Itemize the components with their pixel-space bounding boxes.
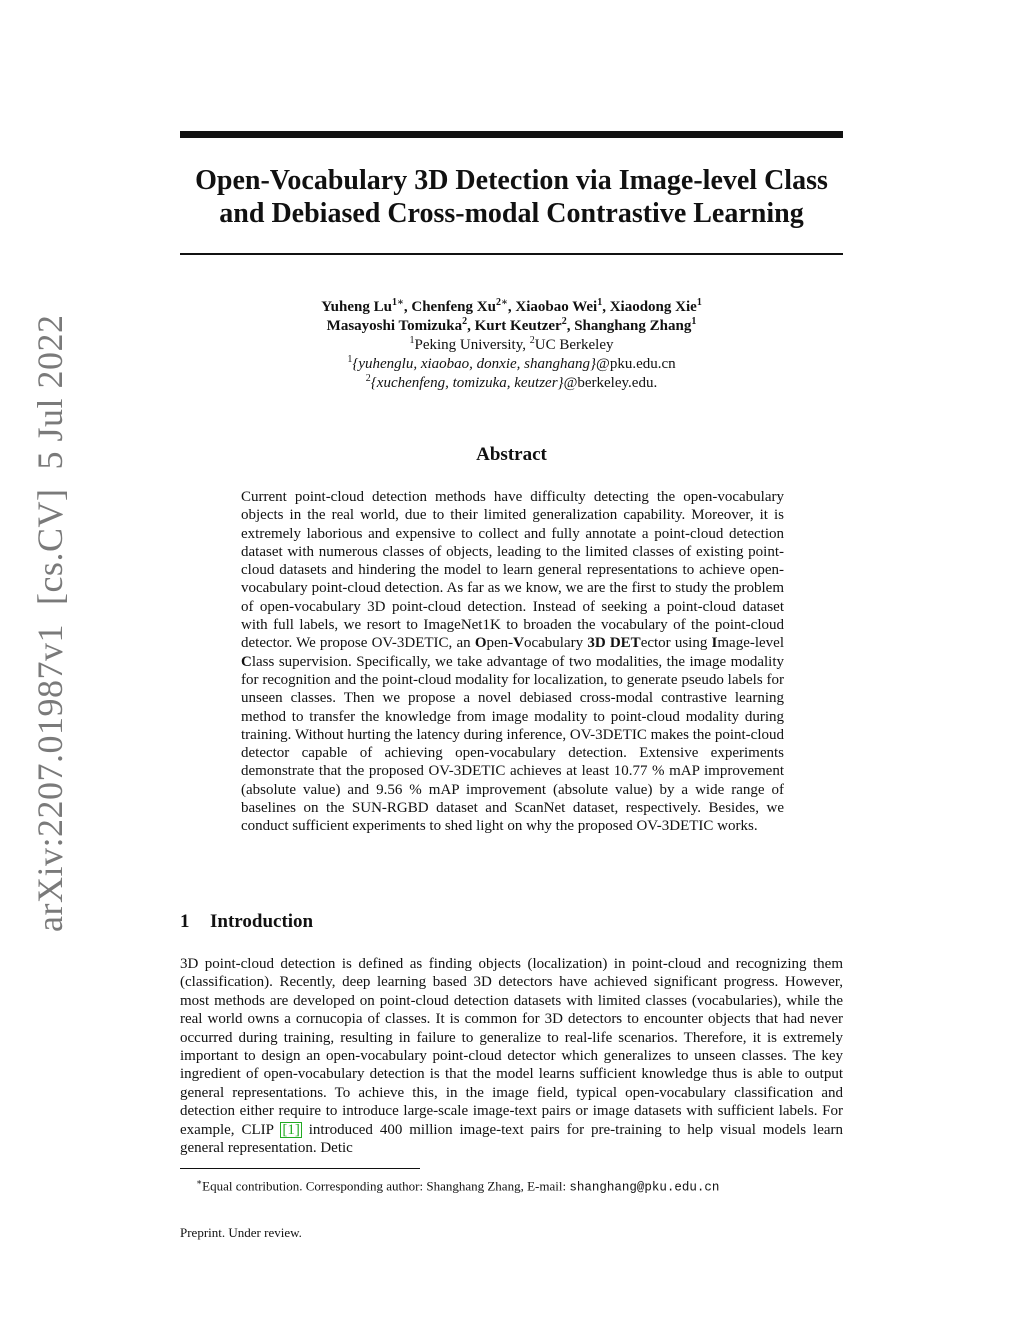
author-affiliation-mark: 1 bbox=[696, 297, 702, 308]
email-line-pku bbox=[180, 355, 843, 374]
email-domain: @pku.edu.cn bbox=[596, 356, 676, 372]
footnote-marker: ∗ bbox=[196, 1177, 203, 1187]
author-name: Chenfeng Xu bbox=[411, 299, 496, 315]
email-usernames: {yuhenglu, xiaobao, donxie, shanghang} bbox=[352, 356, 596, 372]
footnote-email: shanghang@pku.edu.cn bbox=[569, 1180, 720, 1195]
author-affiliation-mark: 2∗ bbox=[495, 297, 508, 308]
affiliations-line bbox=[180, 336, 843, 355]
author-name: Masayoshi Tomizuka bbox=[326, 318, 463, 334]
email-line-berkeley bbox=[180, 374, 843, 393]
section-heading-introduction bbox=[180, 911, 313, 933]
affiliation-mark: 1 bbox=[409, 335, 415, 346]
citation-link[interactable]: [1] bbox=[282, 1121, 300, 1138]
affiliation-mark: 2 bbox=[529, 335, 535, 346]
author-affiliation-mark: 2 bbox=[462, 316, 468, 327]
author-affiliation-mark: 1 bbox=[597, 297, 603, 308]
title-line-2: and Debiased Cross-modal Contrastive Learning bbox=[219, 198, 804, 229]
section-title: Introduction bbox=[210, 911, 314, 932]
abstract-part-1: Current point-cloud detection methods have difficulty detecting the open-vocabulary objects in the real world, due to their limited generalization capability. Moreover, it is extremely laborious and expensive to collect and fully annotate a point-cloud detection dataset with numerous classes of objects, leading to the limited classes of existing point-cloud datasets and hindering the model to learn general representations to achieve open-vocabulary point-cloud detection. As far as we know, we are the first to study the problem of open-vocabulary 3D point-cloud detection. Instead of seeking a point-cloud dataset with full labels, we resort to ImageNet1K to broaden the vocabulary of the point-cloud detector. We propose OV-3DETIC, an bbox=[241, 489, 784, 652]
author-row-1: Yuheng $Lu^{1∗}$, Chenfeng $Xu^{2∗}$, Xiaobao Wei$^1$, Xiaodong Xie$^1$ bbox=[321, 297, 702, 315]
arxiv-identifier-stamp: arXiv:2207.01987v1 [cs.CV] 5 Jul 2022 bbox=[30, 314, 70, 932]
acronym-rest: mage-level bbox=[717, 635, 785, 652]
acronym-letter: DET bbox=[609, 635, 641, 652]
section-number: 1 bbox=[180, 911, 190, 932]
footnote bbox=[196, 1174, 843, 1195]
intro-text-before-citation: 3D point-cloud detection is defined as finding objects (localization) in point-cloud and recognizing them (classification). Recently, deep learning based 3D detectors have achieved significant progress. However, most methods are developed on point-cloud detection datasets with limited classes (vocabularies), while the real world owns a cornucopia of classes. It is common for 3D detectors to encounter objects that had never occurred during training, resulting in failure to generalize to real-life scenarios. Therefore, it is extremely important to design an open-vocabulary point-cloud detector which generalizes to unseen classes. The key ingredient of open-vocabulary detection is that the model learns sufficient knowledge thus is able to output general representations. To achieve this, in the image field, typical open-vocabulary classification and detection either require to introduce large-scale image-text pairs or image datasets with sufficient labels. For example, CLIP bbox=[180, 956, 843, 1138]
acronym-letter: I bbox=[711, 635, 718, 652]
email-affiliation-mark: 2 bbox=[365, 373, 371, 384]
author-affiliation-mark: 1∗ bbox=[391, 297, 404, 308]
acronym-rest: ector using bbox=[640, 635, 712, 652]
affiliation-peking: Peking University, bbox=[414, 337, 530, 353]
paper-title bbox=[180, 164, 843, 230]
intro-text-after-citation: introduced 400 million image-text pairs for pre-training to help visual models learn general representation. Detic bbox=[180, 1121, 844, 1157]
email-domain: @berkeley.edu. bbox=[563, 375, 658, 391]
acronym-rest: ocabulary bbox=[523, 635, 588, 652]
author-name: Shanghang Zhang bbox=[574, 318, 692, 334]
email-affiliation-mark: 1 bbox=[347, 354, 353, 365]
author-name: Xiaobao Wei bbox=[515, 299, 598, 315]
author-affiliation-mark: 2 bbox=[561, 316, 567, 327]
affiliation-berkeley: UC Berkeley bbox=[534, 337, 614, 353]
author-name: Yuheng Lu bbox=[321, 299, 392, 315]
author-block bbox=[180, 298, 843, 393]
preprint-note: Preprint. Under review. bbox=[180, 1225, 302, 1240]
introduction-text bbox=[180, 955, 843, 1157]
author-name: Xiaodong Xie bbox=[609, 299, 697, 315]
abstract-part-2: Specifically, we take advantage of two modalities, the image modality for recognition and the point-cloud modality for localization, to generate pseudo labels for unseen classes. Then we propose a novel debiased cross-modal contrastive learning method to transfer the knowledge from image modality to point-cloud modality during training. Without hurting the latency during inference, OV-3DETIC makes the point-cloud detector capable of achieving open-vocabulary detection. Extensive experiments demonstrate that the proposed OV-3DETIC achieves at least 10.77 % mAP improvement (absolute value) and 9.56 % mAP improvement (absolute value) by a wide range of baselines on the SUN-RGBD dataset and ScanNet dataset, respectively. Besides, we conduct sufficient experiments to shed light on why the proposed OV-3DETIC works. bbox=[241, 653, 784, 835]
footnote-rule bbox=[180, 1168, 420, 1169]
author-affiliation-mark: 1 bbox=[691, 316, 697, 327]
title-line-1: Open-Vocabulary 3D Detection via Image-level Class bbox=[195, 165, 828, 196]
acronym-letter: O bbox=[474, 635, 487, 652]
title-top-rule bbox=[180, 131, 843, 138]
email-usernames: {xuchenfeng, tomizuka, keutzer} bbox=[370, 375, 564, 391]
abstract-heading: Abstract bbox=[476, 444, 547, 465]
author-name: Kurt Keutzer bbox=[474, 318, 562, 334]
acronym-rest: lass supervision. bbox=[251, 653, 352, 670]
acronym-rest: pen- bbox=[486, 635, 514, 652]
author-row-2: Masayoshi Tomizuka$^2$, Kurt Keutzer$^2$, Shanghang Zhang$^1$ bbox=[326, 316, 697, 334]
acronym-letter: 3D bbox=[587, 635, 606, 652]
acronym-letter: V bbox=[513, 635, 524, 652]
title-bottom-rule bbox=[180, 253, 843, 255]
footnote-text: Equal contribution. Corresponding author: Shanghang Zhang, E-mail: bbox=[202, 1178, 570, 1194]
acronym-letter: C bbox=[241, 653, 252, 670]
abstract-text bbox=[241, 488, 784, 836]
